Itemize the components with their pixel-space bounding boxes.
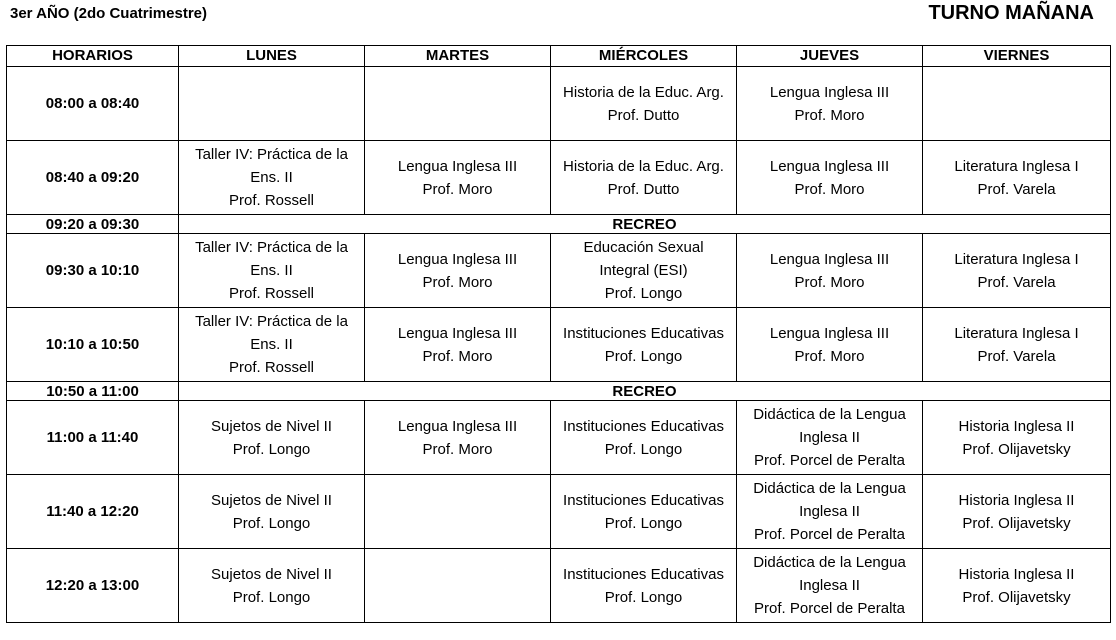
table-row	[7, 475, 1111, 549]
subject-name: Sujetos de Nivel II	[211, 565, 332, 583]
class-cell	[551, 549, 737, 623]
time-slot: 10:10 a 10:50	[7, 308, 179, 382]
class-cell	[179, 308, 365, 382]
class-cell	[923, 401, 1111, 475]
class-cell	[365, 141, 551, 215]
schedule-body	[7, 67, 1111, 623]
table-row	[7, 234, 1111, 308]
table-row	[7, 308, 1111, 382]
subject-name: Instituciones Educativas	[563, 491, 724, 509]
class-cell	[737, 67, 923, 141]
subject-name: Didáctica de la Lengua	[753, 554, 906, 571]
column-header-lunes: LUNES	[179, 46, 365, 67]
class-cell	[923, 475, 1111, 549]
teacher-name: Prof. Longo	[232, 514, 311, 532]
teacher-name: Prof. Varela	[977, 347, 1056, 365]
class-cell	[365, 549, 551, 623]
recess-row	[7, 382, 1111, 401]
class-cell	[365, 308, 551, 382]
class-cell	[179, 67, 365, 141]
column-header-jueves: JUEVES	[737, 46, 923, 67]
teacher-name: Prof. Porcel de Peralta	[754, 526, 905, 543]
teacher-name: Prof. Longo	[232, 588, 311, 606]
subject-name: Inglesa II	[799, 429, 860, 446]
class-cell	[179, 141, 365, 215]
teacher-name: Prof. Rossell	[228, 285, 315, 302]
class-cell	[737, 234, 923, 308]
time-slot: 08:40 a 09:20	[7, 141, 179, 215]
teacher-name: Prof. Moro	[422, 440, 493, 458]
subject-name: Instituciones Educativas	[563, 417, 724, 435]
column-header-martes: MARTES	[365, 46, 551, 67]
table-row	[7, 401, 1111, 475]
subject-name: Ens. II	[250, 169, 293, 186]
class-cell	[551, 475, 737, 549]
subject-name: Historia Inglesa II	[958, 417, 1075, 435]
subject-name: Literatura Inglesa I	[954, 157, 1079, 175]
time-slot: 11:40 a 12:20	[7, 475, 179, 549]
column-header-miércoles: MIÉRCOLES	[551, 46, 737, 67]
class-cell	[551, 67, 737, 141]
class-cell	[737, 401, 923, 475]
recess-row	[7, 215, 1111, 234]
subject-name: Literatura Inglesa I	[954, 324, 1079, 342]
subject-name: Ens. II	[250, 262, 293, 279]
teacher-name: Prof. Moro	[794, 273, 865, 291]
teacher-name: Prof. Rossell	[228, 359, 315, 376]
class-cell	[179, 401, 365, 475]
subject-name: Historia de la Educ. Arg.	[563, 157, 724, 175]
class-cell	[179, 234, 365, 308]
teacher-name: Prof. Moro	[422, 347, 493, 365]
subject-name: Historia Inglesa II	[958, 491, 1075, 509]
subject-name: Lengua Inglesa III	[397, 250, 518, 268]
subject-name: Sujetos de Nivel II	[211, 417, 332, 435]
subject-name: Lengua Inglesa III	[397, 324, 518, 342]
subject-name: Lengua Inglesa III	[769, 324, 890, 342]
teacher-name: Prof. Varela	[977, 273, 1056, 291]
subject-name: Educación Sexual	[583, 239, 704, 256]
subject-name: Instituciones Educativas	[563, 565, 724, 583]
teacher-name: Prof. Porcel de Peralta	[754, 600, 905, 617]
class-cell	[551, 308, 737, 382]
subject-name: Taller IV: Práctica de la	[195, 239, 348, 256]
subject-name: Inglesa II	[799, 577, 860, 594]
table-row	[7, 549, 1111, 623]
class-cell	[179, 475, 365, 549]
class-cell	[365, 234, 551, 308]
teacher-name: Prof. Olijavetsky	[962, 514, 1071, 532]
subject-name: Historia de la Educ. Arg.	[563, 83, 724, 101]
teacher-name: Prof. Longo	[604, 347, 683, 365]
time-slot: 08:00 a 08:40	[7, 67, 179, 141]
subject-name: Sujetos de Nivel II	[211, 491, 332, 509]
teacher-name: Prof. Olijavetsky	[962, 440, 1071, 458]
teacher-name: Prof. Varela	[977, 180, 1056, 198]
class-cell	[923, 141, 1111, 215]
subject-name: Literatura Inglesa I	[954, 250, 1079, 268]
class-cell	[551, 401, 737, 475]
class-cell	[365, 475, 551, 549]
subject-name: Lengua Inglesa III	[397, 157, 518, 175]
header-row	[7, 46, 1111, 67]
class-cell	[737, 308, 923, 382]
teacher-name: Prof. Olijavetsky	[962, 588, 1071, 606]
teacher-name: Prof. Porcel de Peralta	[754, 452, 905, 469]
subject-name: Lengua Inglesa III	[397, 417, 518, 435]
subject-name: Taller IV: Práctica de la	[195, 313, 348, 330]
subject-name: Integral (ESI)	[599, 262, 688, 279]
class-cell	[737, 475, 923, 549]
column-header-horarios: HORARIOS	[7, 46, 179, 67]
class-cell	[923, 549, 1111, 623]
teacher-name: Prof. Moro	[794, 106, 865, 124]
time-slot: 09:30 a 10:10	[7, 234, 179, 308]
table-row	[7, 141, 1111, 215]
class-cell	[923, 308, 1111, 382]
teacher-name: Prof. Moro	[794, 180, 865, 198]
class-cell	[551, 141, 737, 215]
teacher-name: Prof. Longo	[232, 440, 311, 458]
teacher-name: Prof. Longo	[604, 440, 683, 458]
teacher-name: Prof. Dutto	[607, 180, 680, 198]
teacher-name: Prof. Rossell	[228, 192, 315, 209]
subject-name: Ens. II	[250, 336, 293, 353]
recess-label: RECREO	[179, 215, 1111, 234]
teacher-name: Prof. Longo	[604, 285, 683, 302]
subject-name: Lengua Inglesa III	[769, 83, 890, 101]
time-slot: 12:20 a 13:00	[7, 549, 179, 623]
class-cell	[737, 549, 923, 623]
recess-label: RECREO	[179, 382, 1111, 401]
subject-name: Inglesa II	[799, 503, 860, 520]
teacher-name: Prof. Longo	[604, 514, 683, 532]
teacher-name: Prof. Moro	[422, 273, 493, 291]
subject-name: Instituciones Educativas	[563, 324, 724, 342]
time-slot: 11:00 a 11:40	[7, 401, 179, 475]
teacher-name: Prof. Longo	[604, 588, 683, 606]
subject-name: Lengua Inglesa III	[769, 157, 890, 175]
teacher-name: Prof. Moro	[422, 180, 493, 198]
class-cell	[179, 549, 365, 623]
class-cell	[923, 234, 1111, 308]
class-cell	[365, 401, 551, 475]
subject-name: Historia Inglesa II	[958, 565, 1075, 583]
schedule-table	[6, 45, 1111, 623]
table-row	[7, 67, 1111, 141]
class-cell	[737, 141, 923, 215]
shift-title: TURNO MAÑANA	[928, 2, 1094, 24]
class-cell	[923, 67, 1111, 141]
subject-name: Lengua Inglesa III	[769, 250, 890, 268]
time-slot: 09:20 a 09:30	[7, 215, 179, 234]
time-slot: 10:50 a 11:00	[7, 382, 179, 401]
subject-name: Didáctica de la Lengua	[753, 406, 906, 423]
schedule-title: 3er AÑO (2do Cuatrimestre)	[10, 5, 207, 22]
subject-name: Taller IV: Práctica de la	[195, 146, 348, 163]
class-cell	[365, 67, 551, 141]
subject-name: Didáctica de la Lengua	[753, 480, 906, 497]
teacher-name: Prof. Moro	[794, 347, 865, 365]
teacher-name: Prof. Dutto	[607, 106, 680, 124]
class-cell	[551, 234, 737, 308]
column-header-viernes: VIERNES	[923, 46, 1111, 67]
